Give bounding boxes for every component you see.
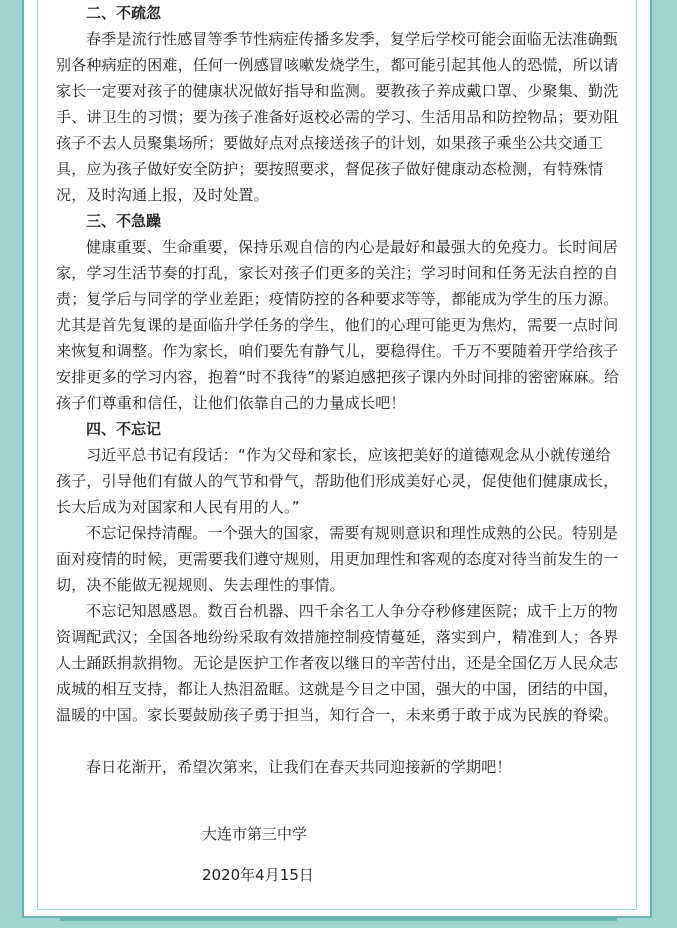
section-heading-2: 二、不疏忽 (86, 4, 162, 22)
paragraph-2-1: 春季是流行性感冒等季节性病症传播多发季，复学后学校可能会面临无法准确甄别各种病症的困难，任何一例感冒咳嗽发烧学生，都可能引起其他人的恐慌，所以请家长一定要对孩子的健康状况做好指导和监测。要教孩子养成戴口罩、少聚集、勤洗手、讲卫生的习惯；要为孩子准备好返校必需的学习、生活用品和防控物品；要劝阻孩子不去人员聚集场所；要做好点对点接送孩子的计划，如果孩子乘坐公共交通工具，应为孩子做好安全防护；要按照要求，督促孩子做好健康动态检测，有特殊情况，及时沟通上报，及时处置。 (56, 30, 619, 204)
paragraph-4-2: 不忘记保持清醒。一个强大的国家，需要有规则意识和理性成熟的公民。特别是面对疫情的时候，更需要我们遵守规则，用更加理性和客观的态度对待当前发生的一切，决不能做无视规则、失去理性的事情。 (56, 524, 619, 594)
spacer (56, 780, 625, 806)
paragraph-4-3: 不忘记知恩感恩。数百台机器、四千余名工人争分夺秒修建医院；成千上万的物资调配武汉；全国各地纷纷采取有效措施控制疫情蔓延，落实到户，精准到人；各界人士踊跃捐款捐物。无论是医护工作者夜以继日的辛苦付出，还是全国亿万人民众志成城的相互支持，都让人热泪盈眶。这就是今日之中国，强大的中国，团结的中国，温暖的中国。家长要鼓励孩子勇于担当，知行合一，未来勇于敢于成为民族的脊梁。 (56, 602, 619, 724)
closing-line: 春日花渐开，希望次第来，让我们在春天共同迎接新的学期吧！ (86, 758, 512, 776)
section-heading-3: 三、不急躁 (86, 212, 162, 230)
spacer (56, 728, 625, 754)
letter-body (56, 0, 625, 903)
paragraph-4-1: 习近平总书记有段话：“作为父母和家长，应该把美好的道德观念从小就传递给孩子，引导他们有做人的气节和骨气，帮助他们形成美好心灵，促使他们健康成长，长大后成为对国家和人民有用的人。” (56, 446, 619, 516)
signature-school: 大连市第三中学 (202, 825, 308, 843)
section-heading-4: 四、不忘记 (86, 420, 162, 438)
page-bottom-bar (60, 918, 617, 921)
paragraph-3-1: 健康重要、生命重要，保持乐观自信的内心是最好和最强大的免疫力。长时间居家，学习生活节奏的打乱，家长对孩子们更多的关注；学习时间和任务无法自控的自责；复学后与同学的学业差距；疫情防控的各种要求等等，都能成为学生的压力源。尤其是首先复课的是面临升学任务的学生，他们的心理可能更为焦灼，需要一点时间来恢复和调整。作为家长，咱们要先有静气儿，要稳得住。千万不要随着开学给孩子安排更多的学习内容，抱着“时不我待”的紧迫感把孩子课内外时间排的密密麻麻。给孩子们尊重和信任，让他们依靠自己的力量成长吧！ (56, 238, 620, 412)
signature-date: 2020年4月15日 (202, 866, 314, 884)
